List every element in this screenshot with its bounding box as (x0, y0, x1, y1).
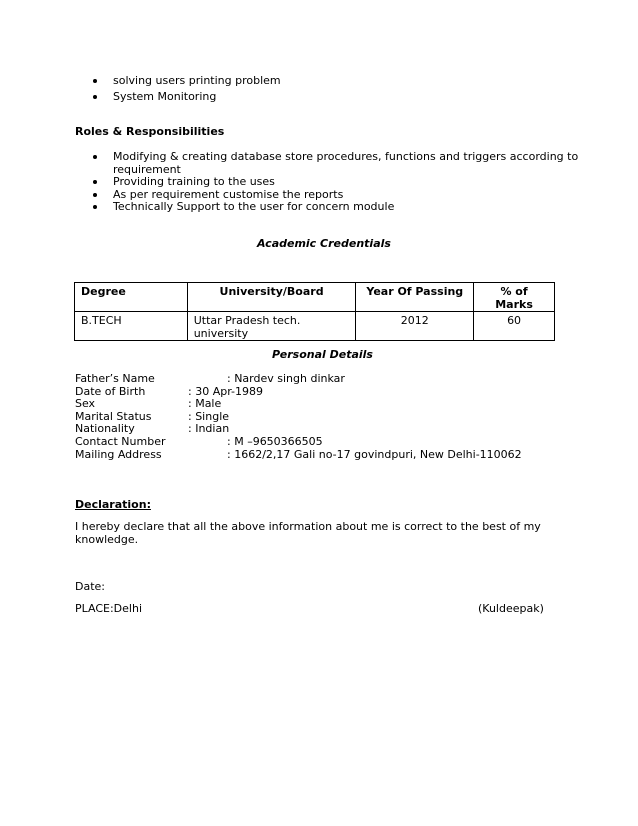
list-item: As per requirement customise the reports (75, 189, 578, 202)
table-header-row (75, 283, 555, 312)
bullet-icon (93, 79, 97, 83)
bullet-icon (93, 193, 97, 197)
detail-value: : Indian (188, 422, 230, 436)
declaration-text-line-2: knowledge. (75, 533, 139, 546)
detail-value: : 1662/2,17 Gali no-17 govindpuri, New Delhi-110062 (227, 447, 522, 461)
detail-value: : Nardev singh dinkar (227, 372, 345, 385)
bullet-icon (93, 205, 97, 209)
column-header: University/Board (187, 283, 356, 312)
list-item: System Monitoring (75, 91, 281, 104)
date-label: Date: (75, 580, 105, 593)
detail-row (75, 436, 575, 449)
detail-value: : M –9650366505 (227, 434, 323, 448)
detail-row (75, 373, 575, 386)
place-label: PLACE:Delhi (75, 602, 143, 615)
table-cell: 60 (474, 312, 555, 341)
detail-label: Sex (75, 397, 96, 411)
roles-list (75, 151, 578, 214)
table-row (75, 312, 555, 341)
column-header: Degree (75, 283, 188, 312)
personal-details (75, 373, 575, 461)
table-cell: 2012 (356, 312, 474, 341)
academic-table (74, 282, 555, 341)
declaration-heading: Declaration: (75, 498, 151, 511)
detail-label: Date of Birth (75, 384, 146, 398)
declaration-text-line-1: I hereby declare that all the above information about me is correct to the best of my (75, 520, 541, 533)
detail-row (75, 398, 575, 411)
skills-list (75, 75, 281, 103)
list-item: Modifying & creating database store procedures, functions and triggers according to requirement (75, 151, 578, 176)
list-item: Technically Support to the user for concern module (75, 201, 578, 214)
roles-heading: Roles & Responsibilities (75, 125, 225, 138)
detail-row (75, 386, 575, 399)
detail-label: Father’s Name (75, 372, 155, 385)
signature-name: (Kuldeepak) (478, 602, 544, 615)
personal-heading: Personal Details (272, 348, 373, 361)
bullet-icon (93, 155, 97, 159)
detail-label: Nationality (75, 422, 135, 436)
detail-value: : Single (188, 409, 230, 423)
bullet-icon (93, 180, 97, 184)
table-cell: Uttar Pradesh tech. university (187, 312, 356, 341)
detail-value: : Male (188, 397, 222, 411)
list-item: Providing training to the uses (75, 176, 578, 189)
list-item: solving users printing problem (75, 75, 281, 88)
detail-value: : 30 Apr-1989 (188, 384, 263, 398)
detail-label: Mailing Address (75, 447, 162, 461)
detail-row (75, 449, 575, 462)
bullet-icon (93, 95, 97, 99)
academic-heading: Academic Credentials (257, 237, 391, 250)
detail-label: Contact Number (75, 434, 166, 448)
detail-label: Marital Status (75, 409, 152, 423)
column-header: % of Marks (474, 283, 555, 312)
table-cell: B.TECH (75, 312, 188, 341)
detail-row (75, 411, 575, 424)
column-header: Year Of Passing (356, 283, 474, 312)
